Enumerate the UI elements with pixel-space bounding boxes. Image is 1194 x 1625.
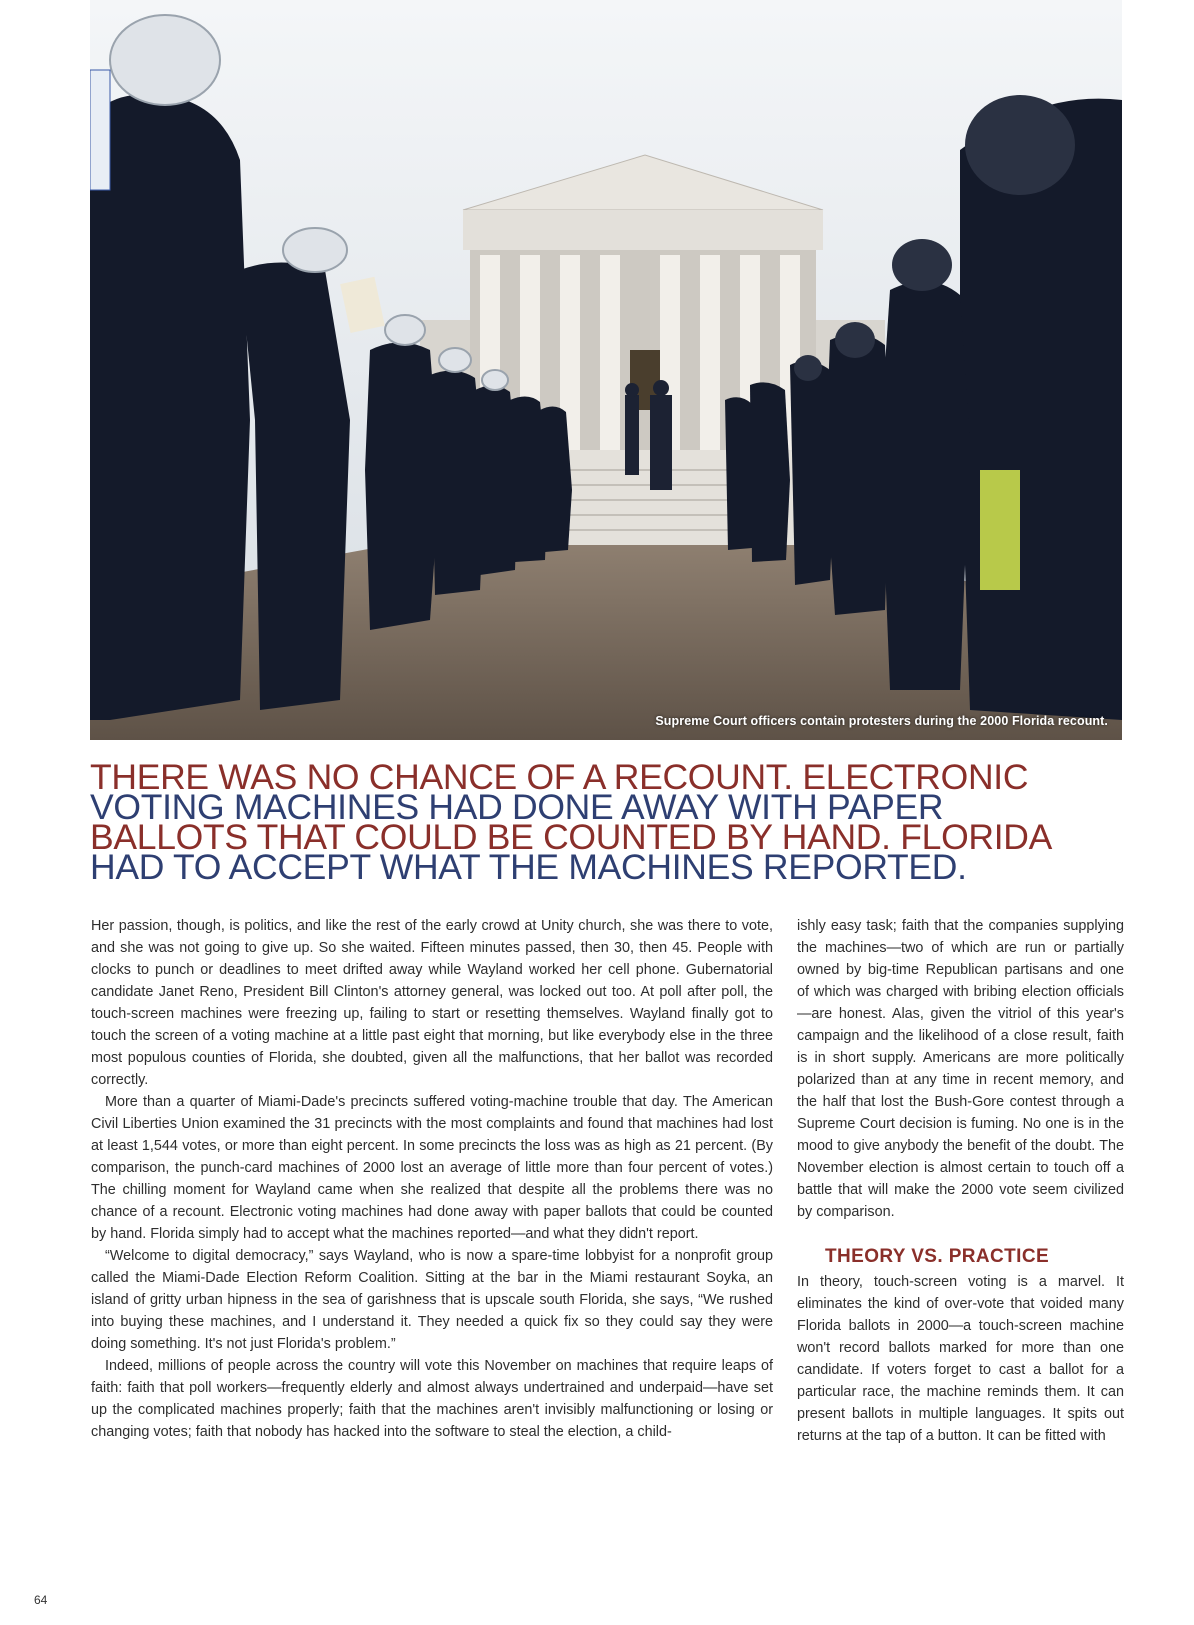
article-paragraph: More than a quarter of Miami-Dade's precincts suffered voting-machine trouble that day. The American Civil Liberties Union examined the 31 precincts with the most complaints and found that machines had lost at least 1,544 votes, or more than eight percent. In some precincts the loss was as high as 21 percent. (By comparison, the punch-card machines of 2000 lost an average of little more than four percent of votes.) The chilling moment for Wayland came when she realized that despite all the problems there was no chance of a recount. Electronic voting machines had done away with paper ballots that could be counted by hand. Florida simply had to accept what the machines reported—and what they didn't report. <box>91 1094 773 1242</box>
section-subhead: THEORY VS. PRACTICE <box>825 1246 1050 1267</box>
pull-quote-line: HAD TO ACCEPT WHAT THE MACHINES REPORTED. <box>90 847 967 887</box>
article-paragraph: Indeed, millions of people across the country will vote this November on machines that require leaps of faith: faith that poll workers—frequently elderly and almost always undertrained and underpaid—have set up the complicated machines properly; faith that the machines aren't invisibly malfunctioning or losing or changing votes; faith that nobody has hacked into the software to steal the election, a child- <box>91 1358 773 1440</box>
pull-quote-line: VOTING MACHINES HAD DONE AWAY WITH PAPER <box>90 787 944 827</box>
article-column-right <box>797 915 1124 1447</box>
article-paragraph: In theory, touch-screen voting is a marvel. It eliminates the kind of over-vote that voided many Florida ballots in 2000—a touch-screen machine won't record ballots marked for more than one candidate. If voters forget to cast a ballot for a particular race, the machine reminds them. It can present ballots in multiple languages. It spits out returns at the tap of a button. It can be fitted with <box>797 1274 1124 1444</box>
article-paragraph: “Welcome to digital democracy,” says Wayland, who is now a spare-time lobbyist for a nonprofit group called the Miami-Dade Election Reform Coalition. Sitting at the bar in the Miami restaurant Soyka, an island of gritty urban hipness in the sea of garishness that is upscale south Florida, she says, “We rushed into buying these machines, and I understand it. They needed a quick fix so they could say they were doing something. It's not just Florida's problem.” <box>91 1248 773 1352</box>
photo-caption: Supreme Court officers contain protesters during the 2000 Florida recount. <box>655 714 1108 728</box>
article-column-left <box>91 915 773 1443</box>
pull-quote <box>90 757 1130 887</box>
pull-quote-line: THERE WAS NO CHANCE OF A RECOUNT. ELECTRONIC <box>90 757 1029 797</box>
page-number: 64 <box>34 1593 48 1607</box>
pull-quote-line: BALLOTS THAT COULD BE COUNTED BY HAND. FLORIDA <box>90 817 1052 857</box>
article-photo <box>90 0 1122 740</box>
article-paragraph: Her passion, though, is politics, and like the rest of the early crowd at Unity church, she was there to vote, and she was not going to give up. So she waited. Fifteen minutes passed, then 30, then 45. People with clocks to punch or deadlines to meet drifted away while Wayland worked her cell phone. Gubernatorial candidate Janet Reno, President Bill Clinton's attorney general, was locked out too. At poll after poll, the touch-screen machines were freezing up, failing to start or resetting themselves. Wayland finally got to touch the screen of a voting machine at a little past eight that morning, but like everybody else in the three most populous counties of Florida, she doubted, given all the malfunctions, that her ballot was recorded correctly. <box>91 918 773 1088</box>
photo-illustration <box>90 0 1122 740</box>
article-paragraph: ishly easy task; faith that the companies supplying the machines—two of which are run or partially owned by big-time Republican partisans and one of which was charged with bribing election officials—are honest. Alas, given the vitriol of this year's campaign and the likelihood of a close result, faith is in short supply. Americans are more politically polarized than at any time in recent memory, and the half that lost the Bush-Gore contest through a Supreme Court decision is fuming. No one is in the mood to give anybody the benefit of the doubt. The November election is almost certain to touch off a battle that will make the 2000 vote seem civilized by comparison. <box>797 918 1124 1220</box>
